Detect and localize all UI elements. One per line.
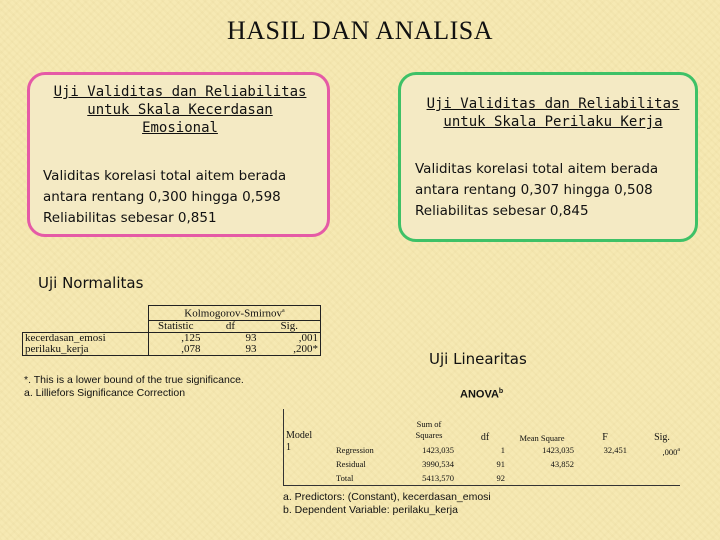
footnote: a. Lilliefors Significance Correction	[24, 387, 186, 399]
card-heading	[413, 95, 693, 131]
table-cell: 1423,035	[542, 445, 574, 455]
table-row	[23, 332, 321, 344]
card-heading-line: untuk Skala Perilaku Kerja	[443, 114, 663, 130]
column-header-sig: Sig.	[654, 432, 670, 443]
row-label: Residual	[336, 459, 366, 469]
table-cell: 92	[496, 473, 505, 483]
table-cell: 91	[496, 459, 505, 469]
header-line: Squares	[415, 430, 443, 440]
model-number: 1	[286, 442, 291, 453]
anova-footnotes	[283, 491, 491, 517]
card-heading-line: Uji Validitas dan Reliabilitas	[426, 96, 680, 112]
column-header-df: df	[480, 432, 490, 443]
row-label: kecerdasan_emosi	[23, 332, 149, 344]
footnote: a. Predictors: (Constant), kecerdasan_emosi	[283, 491, 491, 503]
table-cell: 32,451	[603, 445, 627, 455]
sig-value: ,000	[662, 446, 678, 457]
table-cell: 1423,035	[422, 445, 454, 455]
column-header: Statistic	[149, 320, 203, 332]
table-cell: 93	[245, 331, 257, 344]
table-cell: 1	[500, 445, 505, 455]
column-header-model: Model	[286, 430, 313, 441]
card-body-line: Reliabilitas sebesar 0,845	[415, 203, 589, 219]
validity-card-emotional-intelligence	[27, 72, 330, 237]
footnote-mark: a	[282, 308, 285, 314]
normality-heading: Uji Normalitas	[38, 274, 144, 292]
group-header	[149, 306, 321, 321]
table-cell: 3990,534	[422, 459, 454, 469]
header-line: Sum of	[416, 419, 442, 429]
footnote: b. Dependent Variable: perilaku_kerja	[283, 504, 458, 516]
anova-caption-text: ANOVA	[460, 388, 499, 401]
card-body-line: antara rentang 0,307 hingga 0,508	[415, 182, 653, 198]
normality-footnotes	[24, 374, 244, 400]
column-header-mean-square: Mean Square	[519, 433, 565, 443]
column-header: df	[203, 320, 259, 332]
validity-card-work-behavior	[398, 72, 698, 242]
anova-caption	[460, 388, 503, 401]
row-label: perilaku_kerja	[23, 344, 149, 356]
card-body-line: antara rentang 0,300 hingga 0,598	[43, 189, 281, 205]
column-header: Sig.	[259, 320, 321, 332]
group-header-text: Kolmogorov-Smirnov	[184, 307, 283, 320]
table-cell: ,125	[149, 332, 203, 344]
footnote: *. This is a lower bound of the true significance.	[24, 374, 244, 386]
page-title: HASIL DAN ANALISA	[226, 16, 494, 45]
row-label: Regression	[336, 445, 374, 455]
table-cell: 93	[203, 344, 259, 356]
normality-table	[22, 305, 321, 356]
footnote-mark: a	[677, 447, 680, 453]
column-header-sum-of-squares	[404, 419, 454, 441]
card-body-line: Reliabilitas sebesar 0,851	[43, 210, 217, 226]
anova-divider	[283, 485, 680, 486]
table-cell: ,200*	[259, 344, 321, 356]
card-heading-line: Uji Validitas dan Reliabilitas	[53, 84, 307, 100]
card-body-line: Validitas korelasi total aitem berada	[415, 161, 659, 177]
anova-divider	[283, 409, 284, 485]
table-row	[23, 344, 321, 356]
row-label: Total	[336, 473, 354, 483]
card-heading-line: Emosional	[142, 120, 218, 136]
linearity-heading: Uji Linearitas	[429, 350, 527, 368]
card-body	[43, 166, 333, 229]
table-cell	[640, 445, 680, 458]
table-cell: 43,852	[550, 459, 574, 469]
table-cell: ,078	[149, 344, 203, 356]
table-cell: ,001	[259, 332, 321, 344]
card-body	[415, 159, 700, 222]
table-cell: 5413,570	[422, 473, 454, 483]
card-heading	[46, 83, 314, 137]
card-body-line: Validitas korelasi total aitem berada	[43, 168, 287, 184]
column-header-f: F	[602, 432, 608, 443]
card-heading-line: untuk Skala Kecerdasan	[87, 102, 273, 118]
footnote-mark: b	[498, 388, 504, 395]
